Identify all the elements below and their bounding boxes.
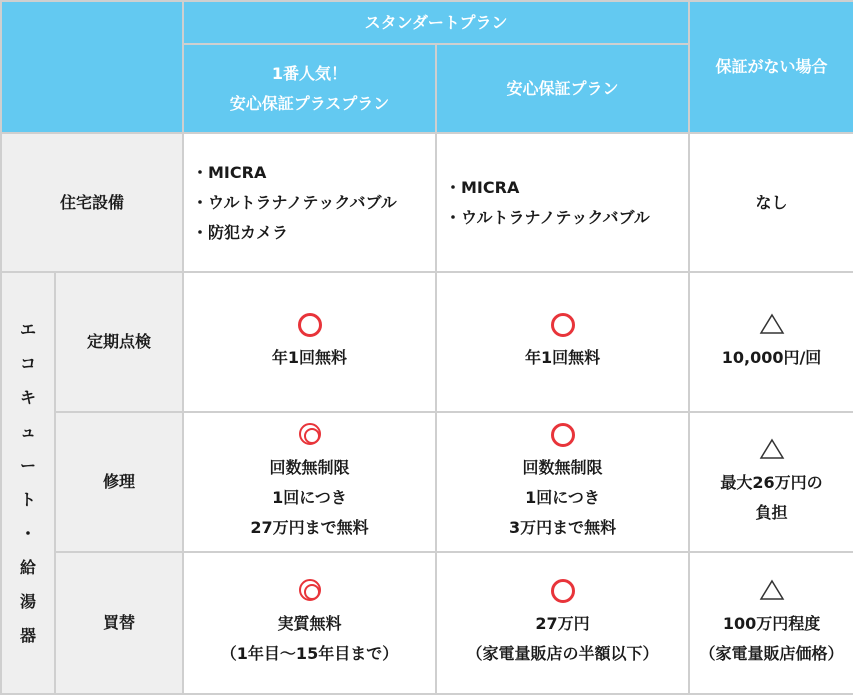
repair-anshin-text: 回数無制限: [522, 458, 603, 477]
circle-mark-icon: [298, 313, 322, 337]
triangle-mark-icon: [759, 438, 785, 460]
repair-plus-text: 1回につき: [272, 488, 347, 507]
inspection-plus-cell: [183, 272, 436, 412]
circle-mark-icon: [551, 579, 575, 603]
repair-anshin-cell: [436, 412, 689, 552]
replacement-plus-text: （1年目〜15年目まで）: [220, 644, 399, 663]
triangle-mark-icon: [759, 579, 785, 601]
triangle-mark-icon: [759, 313, 785, 335]
repair-anshin-text: 3万円まで無料: [508, 518, 617, 537]
standard-plan-header: スタンダートプラン: [183, 1, 689, 44]
inspection-anshin-text: 年1回無料: [524, 348, 601, 367]
plus-plan-header-line1: 1番人気！: [271, 63, 348, 83]
replacement-plus-text: 実質無料: [277, 614, 342, 633]
repair-plus-text: 27万円まで無料: [250, 518, 369, 537]
equipment-anshin-item: ・MICRA: [445, 177, 520, 197]
equipment-plus-cell: [183, 133, 436, 272]
inspection-row: [1, 272, 853, 412]
group-label-char: 給: [19, 558, 36, 577]
group-label-char: ュ: [19, 422, 36, 441]
double-circle-mark-icon: [299, 579, 321, 601]
equipment-none-cell: なし: [689, 133, 853, 272]
inspection-none-text: 10,000円/回: [721, 348, 822, 367]
group-label-char: 器: [19, 626, 36, 645]
inspection-plus-text: 年1回無料: [271, 348, 348, 367]
equipment-anshin-item: ・ウルトラナノテックバブル: [445, 207, 650, 227]
header-row-1: [1, 1, 853, 44]
double-circle-mark-icon: [299, 423, 321, 445]
group-label-char: キ: [19, 388, 36, 407]
group-label-char: エ: [19, 320, 36, 339]
replacement-anshin-text: 27万円: [535, 614, 590, 633]
group-label-char: 湯: [19, 592, 36, 611]
group-label-char: ・: [19, 524, 36, 543]
equipment-plus-item: ・ウルトラナノテックバブル: [192, 192, 397, 212]
equipment-plus-item: ・MICRA: [192, 162, 267, 182]
inspection-none-cell: [689, 272, 853, 412]
repair-label: 修理: [55, 412, 183, 552]
ecocute-group-label: [1, 272, 55, 694]
plus-plan-header-line2: 安心保証プラスプラン: [229, 93, 390, 113]
inspection-anshin-cell: [436, 272, 689, 412]
equipment-anshin-cell: [436, 133, 689, 272]
group-label-char: ー: [19, 456, 36, 475]
group-label-char: ト: [19, 490, 36, 509]
equipment-plus-item: ・防犯カメラ: [192, 222, 289, 242]
replacement-none-text: （家電量販店価格）: [699, 644, 844, 663]
replacement-none-text: 100万円程度: [722, 614, 821, 633]
repair-row: [1, 412, 853, 552]
equipment-label: 住宅設備: [1, 133, 183, 272]
plus-plan-header: [183, 44, 436, 133]
repair-none-text: 負担: [755, 503, 788, 522]
replacement-row: [1, 552, 853, 694]
no-warranty-header: 保証がない場合: [689, 1, 853, 133]
circle-mark-icon: [551, 313, 575, 337]
replacement-anshin-cell: [436, 552, 689, 694]
replacement-label: 買替: [55, 552, 183, 694]
repair-plus-cell: [183, 412, 436, 552]
repair-none-cell: [689, 412, 853, 552]
repair-anshin-text: 1回につき: [525, 488, 600, 507]
empty-corner-cell: [1, 1, 183, 133]
repair-none-text: 最大26万円の: [720, 473, 823, 492]
equipment-row: [1, 133, 853, 272]
inspection-label: 定期点検: [55, 272, 183, 412]
replacement-anshin-text: （家電量販店の半額以下）: [466, 644, 659, 663]
circle-mark-icon: [551, 423, 575, 447]
group-label-char: コ: [19, 354, 36, 373]
repair-plus-text: 回数無制限: [269, 458, 350, 477]
replacement-plus-cell: [183, 552, 436, 694]
replacement-none-cell: [689, 552, 853, 694]
anshin-plan-header: 安心保証プラン: [436, 44, 689, 133]
